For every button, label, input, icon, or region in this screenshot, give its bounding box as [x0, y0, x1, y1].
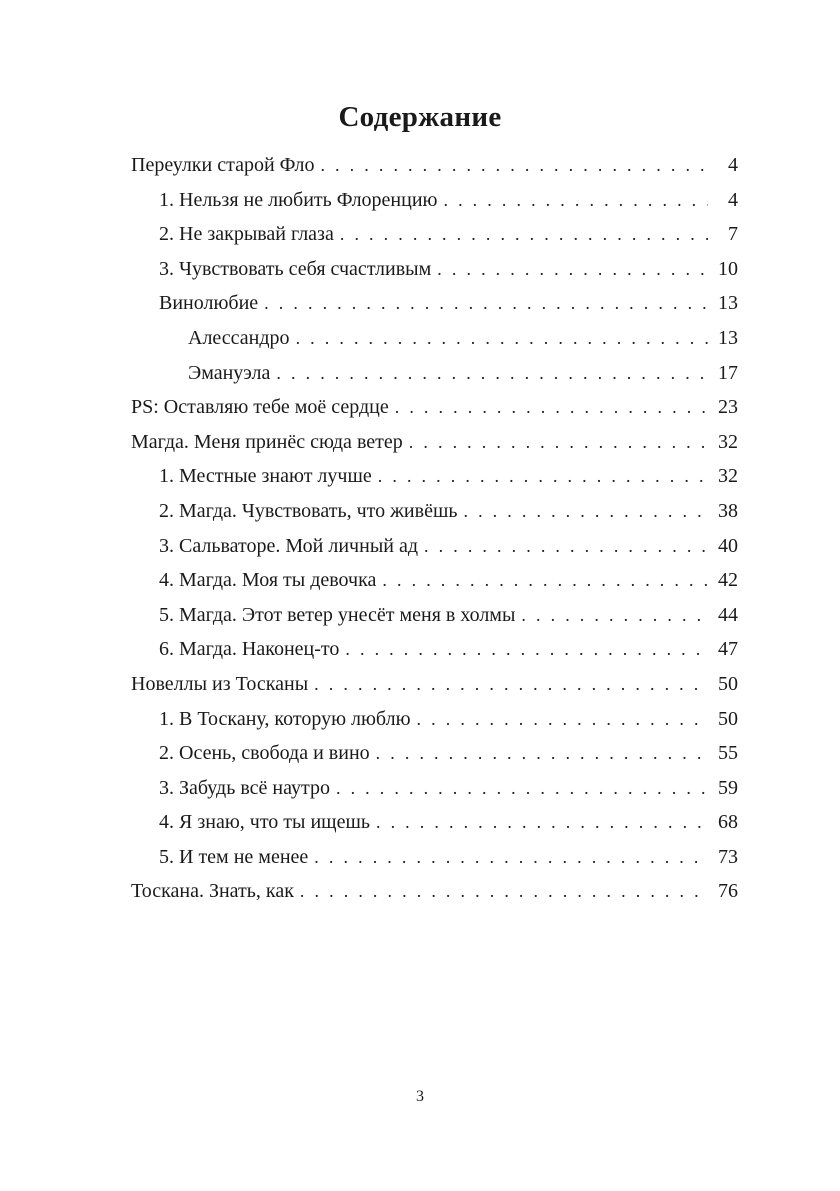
toc-entry-page: 44	[718, 603, 738, 626]
toc-entry-page: 4	[728, 188, 738, 211]
toc-entry-title: 1. В Тоскану, которую люблю	[159, 707, 411, 730]
toc-dot-leader	[417, 702, 708, 737]
toc-entry-page: 17	[718, 361, 738, 384]
toc-entry-page: 32	[718, 465, 738, 488]
toc-entry[interactable]	[131, 425, 738, 460]
toc-entry[interactable]	[131, 286, 738, 321]
toc-entry-title: 3. Чувствовать себя счастливым	[159, 257, 432, 280]
toc-entry[interactable]	[131, 702, 738, 737]
toc-entry-page: 50	[718, 707, 738, 730]
toc-entry-page: 13	[718, 326, 738, 349]
toc-entry[interactable]	[131, 840, 738, 875]
toc-dot-leader	[340, 217, 708, 252]
toc-dot-leader	[320, 148, 708, 183]
toc-entry-page: 68	[718, 811, 738, 834]
toc-dot-leader	[521, 598, 708, 633]
toc-entry-title: 4. Я знаю, что ты ищешь	[159, 811, 370, 834]
toc-entry[interactable]	[131, 494, 738, 529]
toc-dot-leader	[314, 840, 708, 875]
toc-entry-title: 2. Не закрывай глаза	[159, 223, 334, 246]
toc-entry-page: 47	[718, 638, 738, 661]
toc-entry[interactable]	[131, 148, 738, 183]
toc-entry-page: 42	[718, 569, 738, 592]
toc-entry-page: 76	[718, 880, 738, 903]
toc-dot-leader	[376, 736, 708, 771]
toc-entry-title: Эмануэла	[188, 361, 271, 384]
toc-entry-title: 4. Магда. Моя ты девочка	[159, 569, 377, 592]
toc-entry-title: 1. Местные знают лучше	[159, 465, 372, 488]
toc-dot-leader	[264, 286, 708, 321]
toc-entry-page: 38	[718, 499, 738, 522]
toc-entry[interactable]	[131, 321, 738, 356]
toc-entry-title: Новеллы из Тосканы	[131, 672, 309, 695]
toc-entry-title: 6. Магда. Наконец-то	[159, 638, 340, 661]
toc-dot-leader	[395, 390, 708, 425]
toc-entry-page: 59	[718, 776, 738, 799]
toc-dot-leader	[276, 356, 708, 391]
toc-entry[interactable]	[131, 390, 738, 425]
toc-entry[interactable]	[131, 563, 738, 598]
toc-dot-leader	[376, 805, 708, 840]
toc-entry-title: 5. И тем не менее	[159, 845, 309, 868]
toc-entry-title: Винолюбие	[159, 292, 259, 315]
toc-dot-leader	[345, 632, 708, 667]
toc-entry[interactable]	[131, 459, 738, 494]
toc-entry-page: 55	[718, 742, 738, 765]
toc-dot-leader	[314, 667, 708, 702]
toc-entry-title: PS: Оставляю тебе моё сердце	[131, 396, 389, 419]
toc-entry-title: 5. Магда. Этот ветер унесёт меня в холмы	[159, 603, 516, 626]
toc-entry-page: 50	[718, 672, 738, 695]
toc-entry-title: Переулки старой Фло	[131, 154, 315, 176]
toc-dot-leader	[300, 874, 708, 909]
toc-entry[interactable]	[131, 529, 738, 564]
table-of-contents	[131, 148, 738, 909]
toc-entry-title: 2. Магда. Чувствовать, что живёшь	[159, 499, 458, 522]
toc-dot-leader	[378, 459, 708, 494]
toc-entry-title: Тоскана. Знать, как	[131, 880, 294, 903]
toc-entry-title: 1. Нельзя не любить Флоренцию	[159, 188, 438, 211]
toc-entry-page: 40	[718, 534, 738, 557]
toc-dot-leader	[463, 494, 708, 529]
toc-entry-page: 32	[718, 430, 738, 453]
toc-entry-title: Алессандро	[188, 326, 290, 349]
toc-entry[interactable]	[131, 771, 738, 806]
toc-entry[interactable]	[131, 183, 738, 218]
toc-entry[interactable]	[131, 217, 738, 252]
toc-entry-page: 7	[728, 223, 738, 246]
toc-dot-leader	[443, 183, 708, 218]
toc-entry[interactable]	[131, 598, 738, 633]
toc-entry-page: 4	[728, 154, 738, 176]
toc-dot-leader	[424, 529, 708, 564]
toc-entry-title: 2. Осень, свобода и вино	[159, 742, 370, 765]
toc-dot-leader	[336, 771, 708, 806]
page-number: 3	[416, 1088, 424, 1105]
toc-entry[interactable]	[131, 874, 738, 909]
toc-entry-page: 23	[718, 396, 738, 419]
toc-entry-title: Магда. Меня принёс сюда ветер	[131, 430, 403, 453]
toc-dot-leader	[382, 563, 708, 598]
toc-entry-page: 73	[718, 845, 738, 868]
toc-entry[interactable]	[131, 667, 738, 702]
toc-entry[interactable]	[131, 356, 738, 391]
page-title: Содержание	[338, 101, 502, 134]
toc-entry[interactable]	[131, 252, 738, 287]
toc-dot-leader	[409, 425, 708, 460]
toc-entry-page: 13	[718, 292, 738, 315]
toc-entry[interactable]	[131, 736, 738, 771]
toc-entry[interactable]	[131, 805, 738, 840]
toc-entry-title: 3. Забудь всё наутро	[159, 776, 330, 799]
toc-dot-leader	[296, 321, 708, 356]
toc-dot-leader	[437, 252, 708, 287]
toc-entry-page: 10	[718, 257, 738, 280]
toc-entry-title: 3. Сальваторе. Мой личный ад	[159, 534, 419, 557]
toc-entry[interactable]	[131, 632, 738, 667]
